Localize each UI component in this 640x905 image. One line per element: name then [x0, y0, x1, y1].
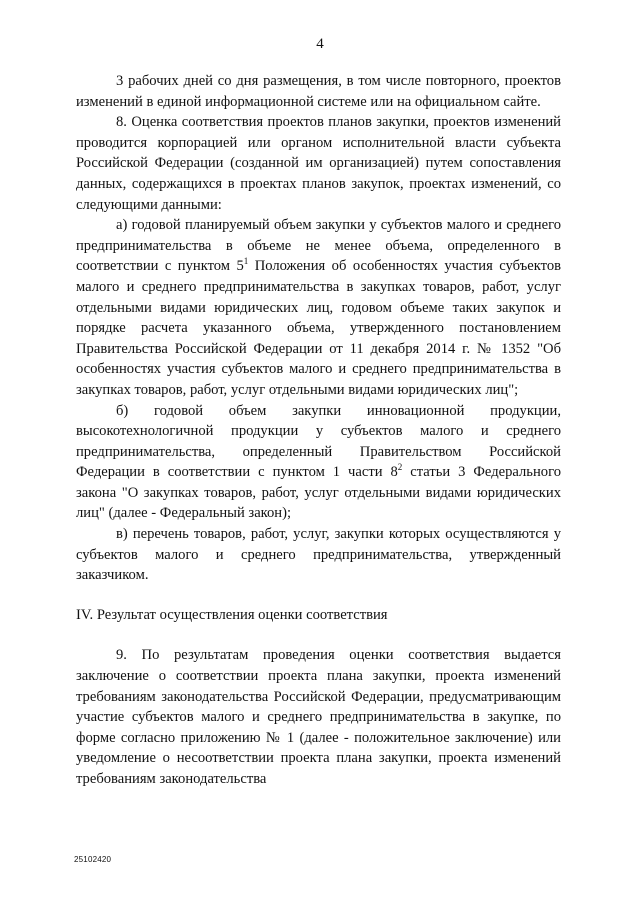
section-heading: IV. Результат осуществления оценки соответствия: [76, 606, 388, 623]
paragraph-2: 8. Оценка соответствия проектов планов закупки, проектов изменений проводится корпорацией или органом исполнительной власти субъекта Российской Федерации (созданной им организацией) путем сопоставления данных, содержащихся в проектах планов закупок, проектах изменений, со следующими данными:: [76, 114, 561, 213]
paragraph-4-text-a: б) годовой объем закупки инновационной продукции, высокотехнологичной продукции у субъектов малого и среднего предпринимательства, определенный Правительством Российской Федерации в соответствии с пунктом 1 части 8: [76, 402, 561, 481]
paragraph-4: [76, 401, 561, 525]
paragraph-4-text-b: статьи 3 Федерального закона "О закупках товаров, работ, услуг отдельными видами юридических лиц" (далее - Федеральный закон);: [76, 464, 561, 522]
paragraph-3-text-a: а) годовой планируемый объем закупки у субъектов малого и среднего предпринимательства в объеме не менее объема, определенного в соответствии с пунктом 5: [76, 217, 561, 275]
paragraph-3: [76, 215, 561, 400]
page-number: 4: [316, 36, 324, 52]
document-code: 25102420: [74, 855, 112, 864]
paragraph-4-superscript: 2: [397, 462, 403, 473]
paragraph-9: 9. По результатам проведения оценки соответствия выдается заключение о соответствии проекта плана закупки, проекта изменений требованиям законодательства Российской Федерации, предусматривающим участие субъектов малого и среднего предпринимательства в закупке, по форме согласно приложению № 1 (далее - положительное заключение) или уведомление о несоответствии проекта плана закупки, проекта изменений требованиям законодательства: [76, 647, 561, 787]
document-body: [76, 71, 561, 790]
paragraph-1: 3 рабочих дней со дня размещения, в том числе повторного, проектов изменений в единой информационной системе или на официальном сайте.: [76, 73, 561, 110]
paragraph-3-text-b: Положения об особенностях участия субъектов малого и среднего предпринимательства в закупках товаров, работ, услуг отдельными видами юридических лиц, годовом объеме таких закупок и порядке расчета указанного объема, утвержденного постановлением Правительства Российской Федерации от 11 декабря 2014 г. № 1352 "Об особенностях участия субъектов малого и среднего предпринимательства в закупках товаров, работ, услуг отдельными видами юридических лиц";: [76, 258, 562, 398]
paragraph-3-superscript: 1: [243, 256, 249, 267]
paragraph-5: в) перечень товаров, работ, услуг, закупки которых осуществляются у субъектов малого и среднего предпринимательства, утвержденный заказчиком.: [76, 526, 561, 584]
